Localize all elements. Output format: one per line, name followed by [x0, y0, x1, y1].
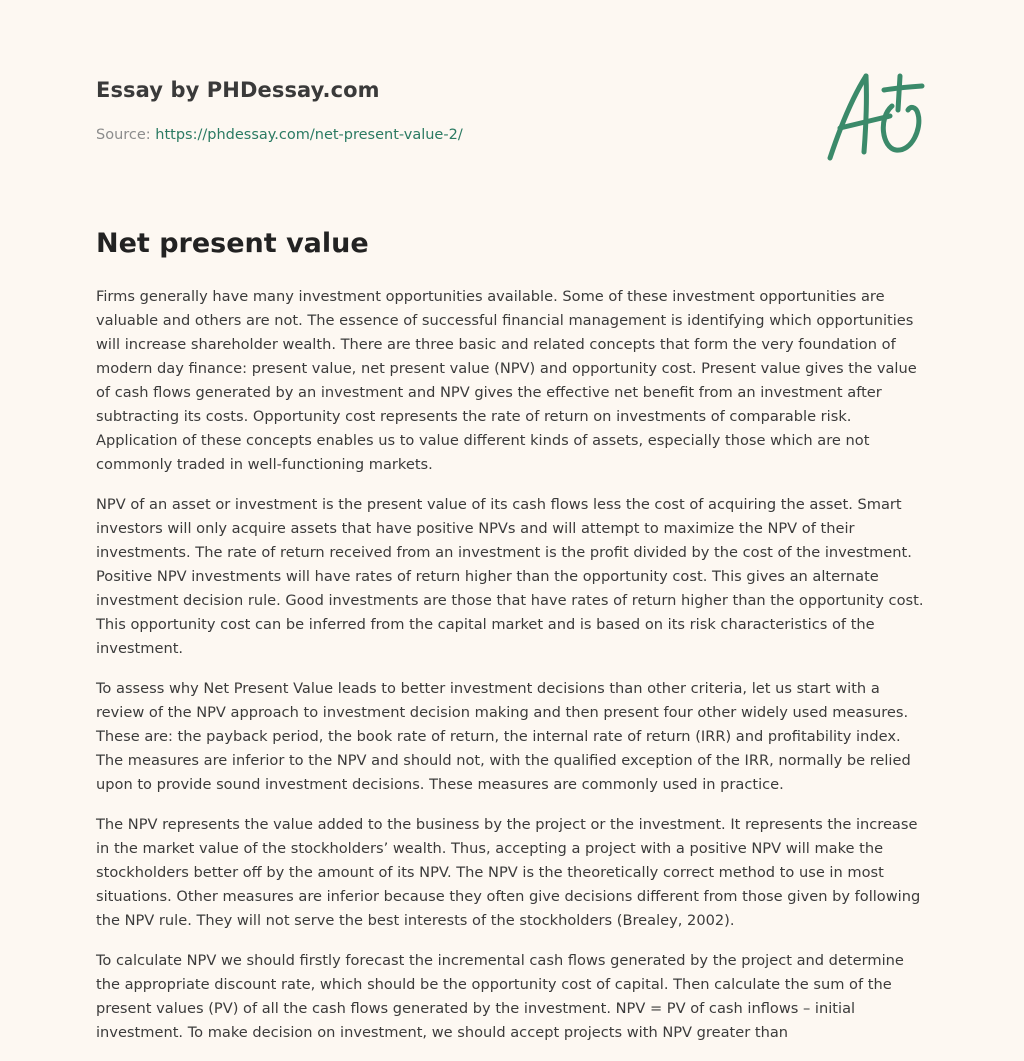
essay-paragraph: NPV of an asset or investment is the present value of its cash flows less the cost of acquiring the asset. Smart investors will only acquire assets that have positive NPVs and will attempt to maximize the NPV of their investments. The rate of return received from an investment is the profit divided by the cost of the investment. Positive NPV investments will have rates of return higher than the opportunity cost. This gives an alternate investment decision rule. Good investments are those that have rates of return higher than the opportunity cost. This opportunity cost can be inferred from the capital market and is based on its risk characteristics of the investment.	[96, 496, 924, 657]
essay-paragraph: To assess why Net Present Value leads to better investment decisions than other criteria, let us start with a review of the NPV approach to investment decision making and then present four other widely used measures. These are: the payback period, the book rate of return, the internal rate of return (IRR) and profitability index. The measures are inferior to the NPV and should not, with the qualified exception of the IRR, normally be relied upon to provide sound investment decisions. These measures are commonly used in practice.	[96, 680, 911, 793]
source-link[interactable]: https://phdessay.com/net-present-value-2/	[155, 127, 463, 143]
essay-paragraph: Firms generally have many investment opportunities available. Some of these investment opportunities are valuable and others are not. The essence of successful financial management is identifying which opportunities will increase shareholder wealth. There are three basic and related concepts that form the very foundation of modern day finance: present value, net present value (NPV) and opportunity cost. Present value gives the value of cash flows generated by an investment and NPV gives the effective net benefit from an investment after subtracting its costs. Opportunity cost represents the rate of return on investments of comparable risk. Application of these concepts enables us to value different kinds of assets, especially those which are not commonly traded in well-functioning markets.	[96, 288, 917, 473]
site-title: Essay by PHDessay.com	[96, 78, 380, 102]
essay-paragraph: To calculate NPV we should firstly forecast the incremental cash flows generated by the project and determine the appropriate discount rate, which should be the opportunity cost of capital. Then calculate the sum of the present values (PV) of all the cash flows generated by the investment. NPV = PV of cash inflows – initial investment. To make decision on investment, we should accept projects with NPV greater than	[96, 952, 904, 1041]
essay-title: Net present value	[96, 228, 369, 259]
essay-body	[96, 285, 932, 1061]
source-line	[96, 125, 796, 145]
a-plus-logo-icon	[822, 66, 932, 166]
page-header	[96, 75, 796, 145]
essay-paragraph: The NPV represents the value added to the business by the project or the investment. It represents the increase in the market value of the stockholders’ wealth. Thus, accepting a project with a positive NPV will make the stockholders better off by the amount of its NPV. The NPV is the theoretically correct method to use in most situations. Other measures are inferior because they often give decisions different from those given by following the NPV rule. They will not serve the best interests of the stockholders (Brealey, 2002).	[96, 816, 921, 929]
source-label: Source:	[96, 127, 156, 143]
